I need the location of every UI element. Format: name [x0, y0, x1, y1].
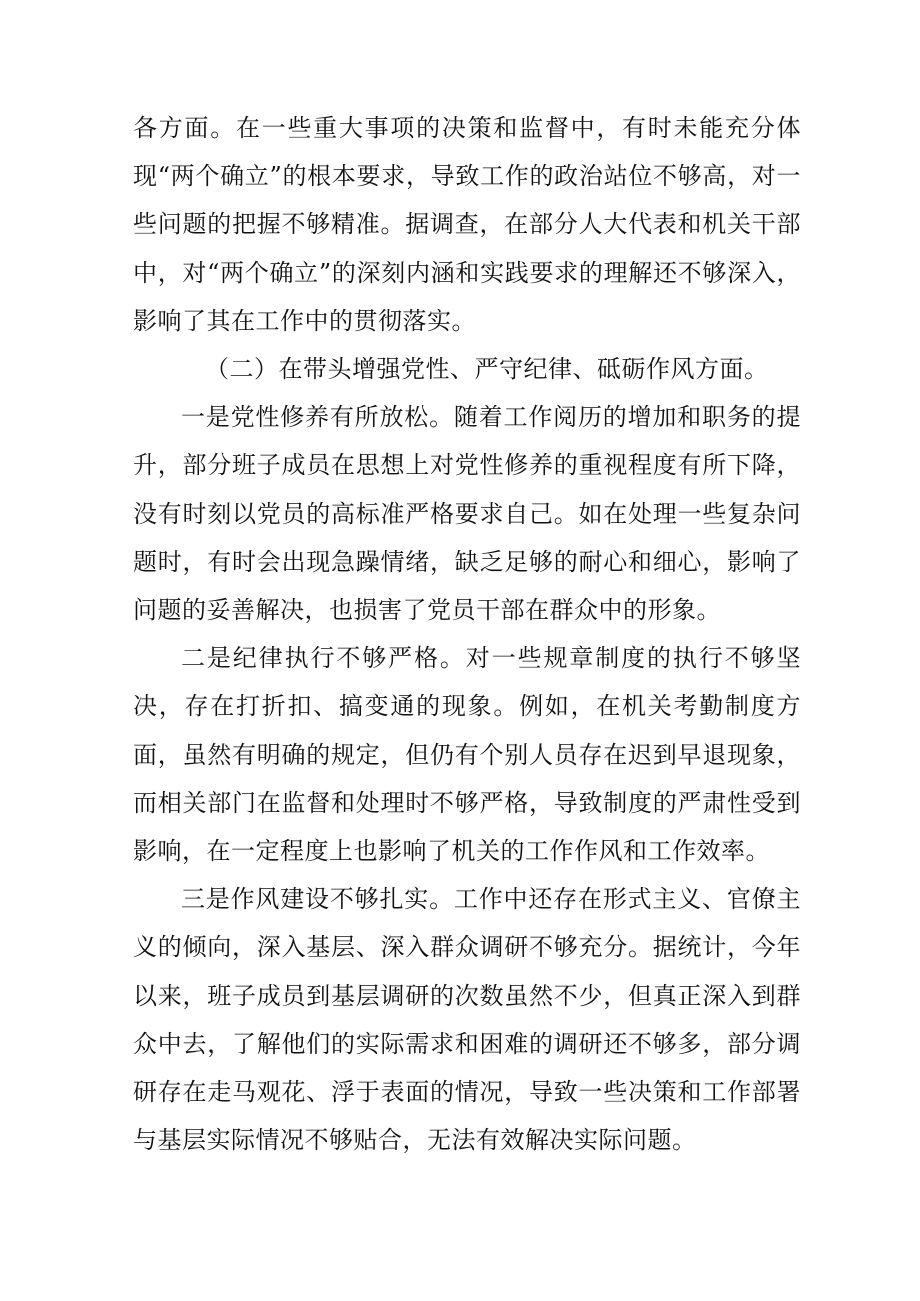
paragraph-continuation: 各方面。在一些重大事项的决策和监督中，有时未能充分体现“两个确立”的根本要求，导致工作的政治站位不够高，对一些问题的把握不够精准。据调查，在部分人大代表和机关干部中，对“两个确立”的深刻内涵和实践要求的理解还不够深入，影响了其在工作中的贯彻落实。 — [133, 114, 801, 335]
paragraph-party-spirit: 一是党性修养有所放松。随着工作阅历的增加和职务的提升，部分班子成员在思想上对党性修养的重视程度有所下降，没有时刻以党员的高标准严格要求自己。如在处理一些复杂问题时，有时会出现急躁情绪，缺乏足够的耐心和细心，影响了问题的妥善解决，也损害了党员干部在群众中的形象。 — [133, 403, 801, 625]
section-heading: （二）在带头增强党性、严守纪律、砥砺作风方面。 — [205, 355, 769, 384]
document-body — [133, 104, 801, 1164]
paragraph-work-style: 三是作风建设不够扎实。工作中还存在形式主义、官僚主义的倾向，深入基层、深入群众调研不够充分。据统计，今年以来，班子成员到基层调研的次数虽然不少，但真正深入到群众中去，了解他们的实际需求和困难的调研还不够多，部分调研存在走马观花、浮于表面的情况，导致一些决策和工作部署与基层实际情况不够贴合，无法有效解决实际问题。 — [133, 885, 801, 1155]
paragraph-discipline: 二是纪律执行不够严格。对一些规章制度的执行不够坚决，存在打折扣、搞变通的现象。例如，在机关考勤制度方面，虽然有明确的规定，但仍有个别人员存在迟到早退现象，而相关部门在监督和处理时不够严格，导致制度的严肃性受到影响，在一定程度上也影响了机关的工作作风和工作效率。 — [133, 644, 801, 866]
